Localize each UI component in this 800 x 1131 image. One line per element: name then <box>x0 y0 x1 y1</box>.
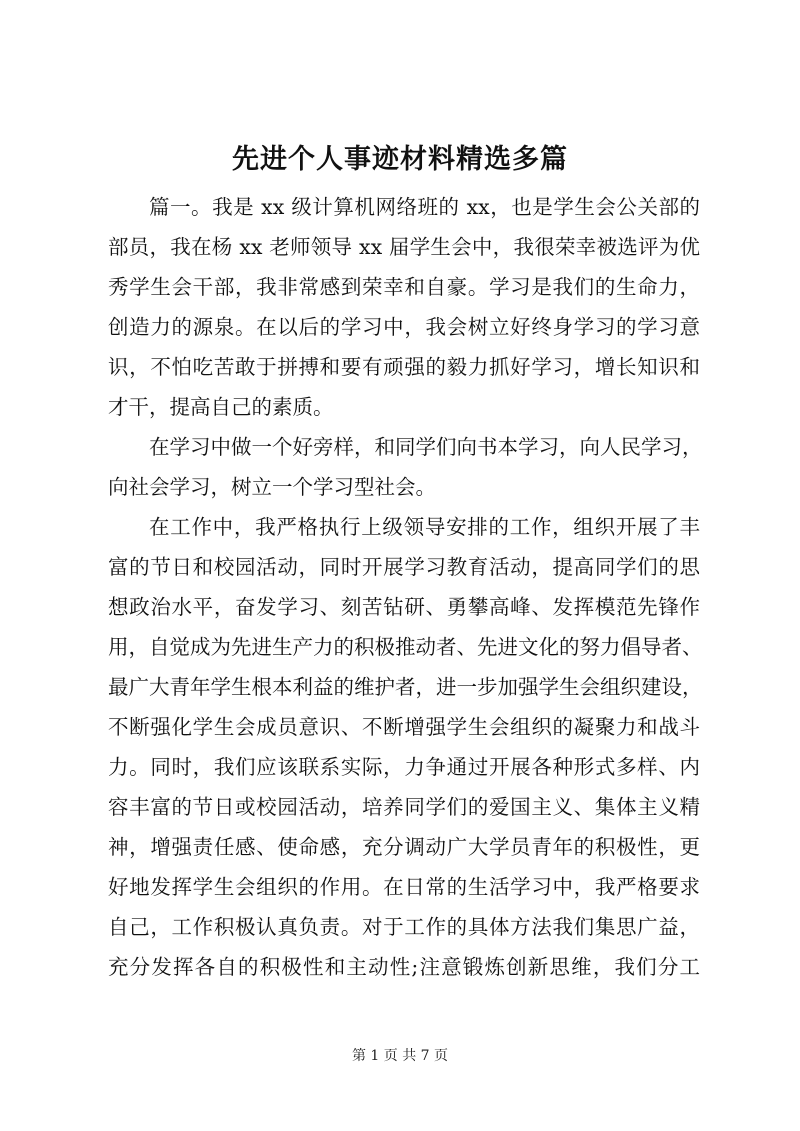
paragraph-line: 力。同时，我们应该联系实际，力争通过开展各种形式多样、内 <box>108 755 700 779</box>
paragraph-line: 创造力的源泉。在以后的学习中，我会树立好终身学习的学习意 <box>108 315 700 339</box>
paragraph-line: 好地发挥学生会组织的作用。在日常的生活学习中，我严格要求 <box>108 875 700 899</box>
paragraph-line: 自己，工作积极认真负责。对于工作的具体方法我们集思广益， <box>108 915 700 939</box>
paragraph-line: 部员，我在杨 xx 老师领导 xx 届学生会中，我很荣幸被选评为优 <box>108 235 700 259</box>
paragraph-line: 识，不怕吃苦敢于拼搏和要有顽强的毅力抓好学习，增长知识和 <box>108 355 700 379</box>
paragraph-line: 在工作中，我严格执行上级领导安排的工作，组织开展了丰 <box>149 515 700 539</box>
page-number-footer: 第 1 页 共 7 页 <box>351 1048 449 1064</box>
paragraph-line: 才干，提高自己的素质。 <box>108 395 334 419</box>
paragraph-2 <box>108 427 703 507</box>
paragraph-line: 容丰富的节日或校园活动，培养同学们的爱国主义、集体主义精 <box>108 795 700 819</box>
paragraph-line: 用，自觉成为先进生产力的积极推动者、先进文化的努力倡导者、 <box>108 635 703 659</box>
paragraph-1 <box>108 187 700 427</box>
paragraph-line: 向社会学习，树立一个学习型社会。 <box>108 475 436 499</box>
paragraph-line: 富的节日和校园活动，同时开展学习教育活动，提高同学们的思 <box>108 555 700 579</box>
paragraph-line: 秀学生会干部，我非常感到荣幸和自豪。学习是我们的生命力， <box>108 275 700 299</box>
document-body <box>108 187 703 987</box>
paragraph-3 <box>108 507 703 987</box>
paragraph-line: 想政治水平，奋发学习、刻苦钻研、勇攀高峰、发挥模范先锋作 <box>108 595 700 619</box>
paragraph-line: 篇一。我是 xx 级计算机网络班的 xx，也是学生会公关部的 <box>149 195 700 219</box>
paragraph-line: 充分发挥各自的积极性和主动性;注意锻炼创新思维，我们分工 <box>108 955 700 979</box>
paragraph-line: 不断强化学生会成员意识、不断增强学生会组织的凝聚力和战斗 <box>108 715 700 739</box>
document-title: 先进个人事迹材料精选多篇 <box>232 144 568 175</box>
paragraph-line: 在学习中做一个好旁样，和同学们向书本学习，向人民学习， <box>149 435 703 459</box>
paragraph-line: 最广大青年学生根本利益的维护者，进一步加强学生会组织建设， <box>108 675 703 699</box>
paragraph-line: 神，增强责任感、使命感，充分调动广大学员青年的积极性，更 <box>108 835 700 859</box>
